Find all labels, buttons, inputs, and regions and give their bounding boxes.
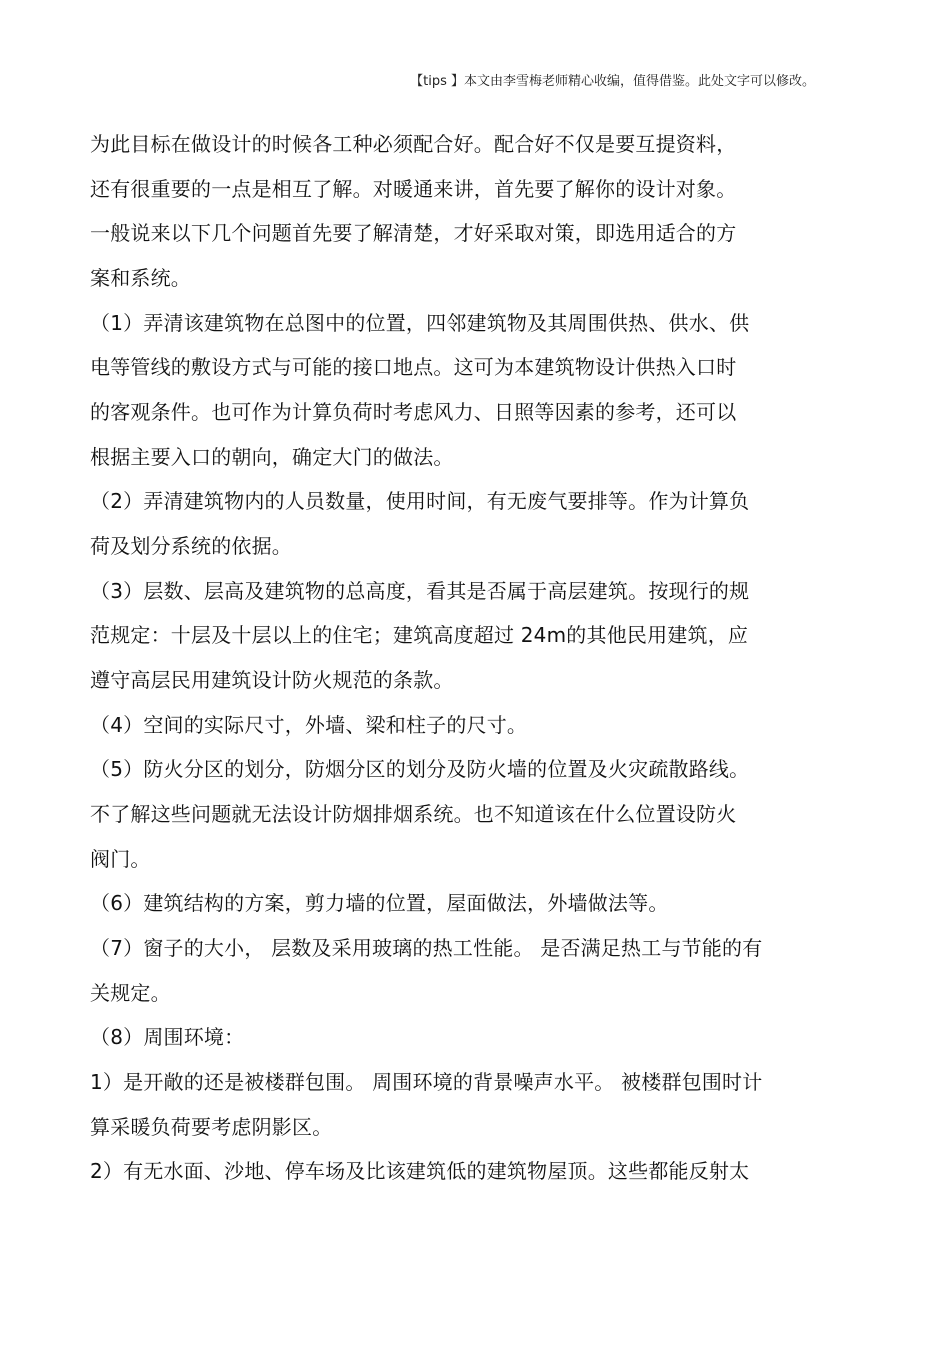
text-line: （1）弄清该建筑物在总图中的位置，四邻建筑物及其周围供热、供水、供: [90, 311, 750, 335]
text-line: 范规定：十层及十层以上的住宅；建筑高度超过 24m的其他民用建筑，应: [90, 623, 749, 647]
text-line: 阀门。: [90, 847, 151, 871]
text-line: 电等管线的敷设方式与可能的接口地点。这可为本建筑物设计供热入口时: [90, 355, 737, 379]
text-line: 遵守高层民用建筑设计防火规范的条款。: [90, 668, 454, 692]
text-line: 一般说来以下几个问题首先要了解清楚，才好采取对策，即选用适合的方: [90, 221, 737, 245]
text-line: 案和系统。: [90, 266, 191, 290]
text-line: （5）防火分区的划分，防烟分区的划分及防火墙的位置及火灾疏散路线。: [90, 757, 750, 781]
text-line: 不了解这些问题就无法设计防烟排烟系统。也不知道该在什么位置设防火: [90, 802, 737, 826]
text-line: 还有很重要的一点是相互了解。对暖通来讲，首先要了解你的设计对象。: [90, 177, 737, 201]
header-note: 【tips 】本文由李雪梅老师精心收编，值得借鉴。此处文字可以修改。: [410, 74, 815, 89]
text-line: 荷及划分系统的依据。: [90, 534, 292, 558]
text-line: 1）是开敞的还是被楼群包围。 周围环境的背景噪声水平。 被楼群包围时计: [90, 1070, 763, 1094]
text-line: 关规定。: [90, 981, 171, 1005]
text-line: （8）周围环境：: [90, 1025, 245, 1049]
text-line: （4）空间的实际尺寸，外墙、梁和柱子的尺寸。: [90, 713, 528, 737]
text-line: 2）有无水面、沙地、停车场及比该建筑低的建筑物屋顶。这些都能反射太: [90, 1159, 750, 1183]
text-line: （3）层数、层高及建筑物的总高度，看其是否属于高层建筑。按现行的规: [90, 579, 750, 603]
text-line: （7）窗子的大小， 层数及采用玻璃的热工性能。 是否满足热工与节能的有: [90, 936, 763, 960]
text-line: 根据主要入口的朝向，确定大门的做法。: [90, 445, 454, 469]
text-line: 算采暖负荷要考虑阴影区。: [90, 1115, 333, 1139]
text-line: 的客观条件。也可作为计算负荷时考虑风力、日照等因素的参考，还可以: [90, 400, 737, 424]
text-line: （6）建筑结构的方案，剪力墙的位置，屋面做法，外墙做法等。: [90, 891, 669, 915]
text-line: （2）弄清建筑物内的人员数量，使用时间，有无废气要排等。作为计算负: [90, 489, 750, 513]
text-line: 为此目标在做设计的时候各工种必须配合好。配合好不仅是要互提资料，: [90, 132, 737, 156]
